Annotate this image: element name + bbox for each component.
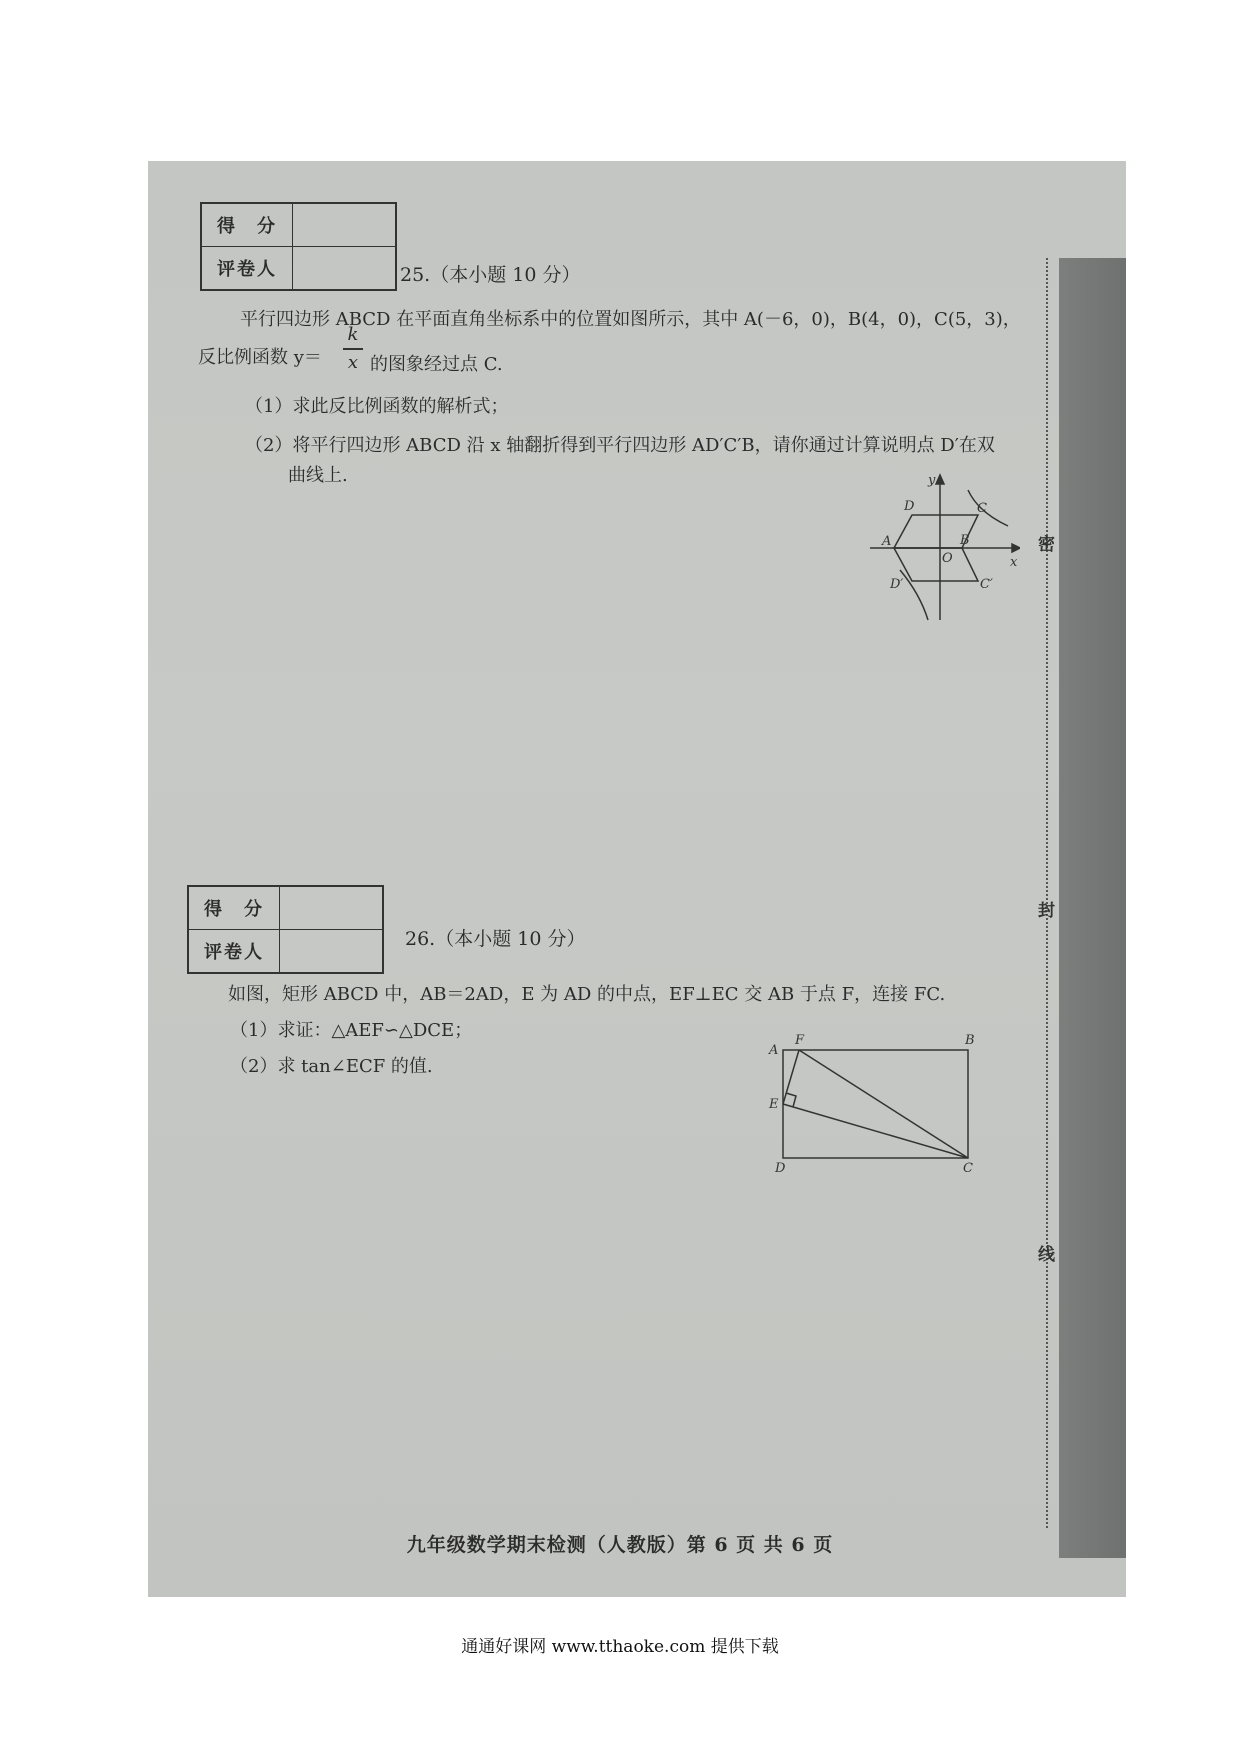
score-label: 得 分 [201, 203, 293, 247]
score-cell[interactable] [293, 203, 397, 247]
fig-label-c: C [963, 1161, 973, 1175]
q26-part1: （1）求证：△AEF∽△DCE； [230, 1020, 473, 1041]
grader-cell[interactable] [293, 247, 397, 291]
seal-dotted-line [1046, 258, 1048, 1528]
exam-page-photo [148, 161, 1126, 1597]
q26-rectangle-figure [765, 1030, 985, 1175]
rectangle-abcd [783, 1050, 968, 1158]
fig-label-o: O [942, 551, 953, 566]
q25-frac-den: x [347, 352, 359, 373]
q25-line2-post: 的图象经过点 C. [370, 354, 503, 375]
fig-label-d: D [775, 1161, 786, 1175]
fig-label-dprime: D′ [890, 577, 904, 592]
grader-label: 评卷人 [201, 247, 293, 291]
fig-label-a: A [769, 1043, 779, 1058]
q26-line1: 如图，矩形 ABCD 中，AB＝2AD，E 为 AD 的中点，EF⊥EC 交 AB 于点 F，连接 FC. [228, 984, 946, 1005]
fig-label-b: B [960, 533, 970, 548]
hyperbola-branch-left [900, 570, 928, 620]
hyperbola-branch-right [968, 490, 1008, 526]
q25-coordinate-figure [860, 470, 1020, 630]
fig-label-f: F [795, 1033, 805, 1048]
x-axis-arrow [1012, 544, 1020, 552]
q25-part1: （1）求此反比例函数的解析式； [245, 396, 509, 417]
q25-header: 25.（本小题 10 分） [400, 264, 581, 286]
segment-fc [799, 1050, 968, 1158]
side-char-feng: 封 [1038, 901, 1055, 921]
fig-label-c: C [977, 501, 987, 516]
fig-label-cprime: C′ [980, 577, 993, 592]
grader-label: 评卷人 [188, 930, 280, 974]
q25-part2b: 曲线上. [288, 465, 348, 486]
fig-label-d: D [904, 499, 915, 514]
q25-line2-pre: 反比例函数 y＝ [198, 347, 322, 368]
score-table-q26 [187, 885, 384, 974]
score-label: 得 分 [188, 886, 280, 930]
q25-frac-bar [343, 348, 363, 350]
parallelogram-adcb [894, 548, 978, 581]
q25-part2a: （2）将平行四边形 ABCD 沿 x 轴翻折得到平行四边形 AD′C′B，请你通过计算说明点 D′在双 [245, 435, 995, 456]
q26-part2: （2）求 tan∠ECF 的值. [230, 1056, 433, 1077]
fig-label-b: B [965, 1033, 975, 1048]
side-char-mi: 密 [1038, 535, 1055, 555]
grader-cell[interactable] [280, 930, 384, 974]
exam-footer: 九年级数学期末检测（人教版）第 6 页 共 6 页 [406, 1534, 834, 1556]
q25-frac-num: k [347, 324, 359, 345]
binding-strip [1059, 258, 1126, 1558]
fig-label-a: A [882, 534, 892, 549]
fig-label-x: x [1010, 555, 1018, 570]
download-credit: 通通好课网 www.tthaoke.com 提供下载 [461, 1637, 779, 1657]
y-axis-arrow [936, 475, 944, 484]
q26-header: 26.（本小题 10 分） [405, 928, 586, 950]
fig-label-e: E [769, 1097, 779, 1112]
score-table-q25 [200, 202, 397, 291]
fig-label-y: y [928, 473, 936, 488]
score-cell[interactable] [280, 886, 384, 930]
segment-ec [783, 1104, 968, 1158]
q25-line1: 平行四边形 ABCD 在平面直角坐标系中的位置如图所示，其中 A(－6，0)，B(4，0)，C(5，3)， [240, 309, 1021, 330]
side-char-xian: 线 [1038, 1245, 1055, 1265]
